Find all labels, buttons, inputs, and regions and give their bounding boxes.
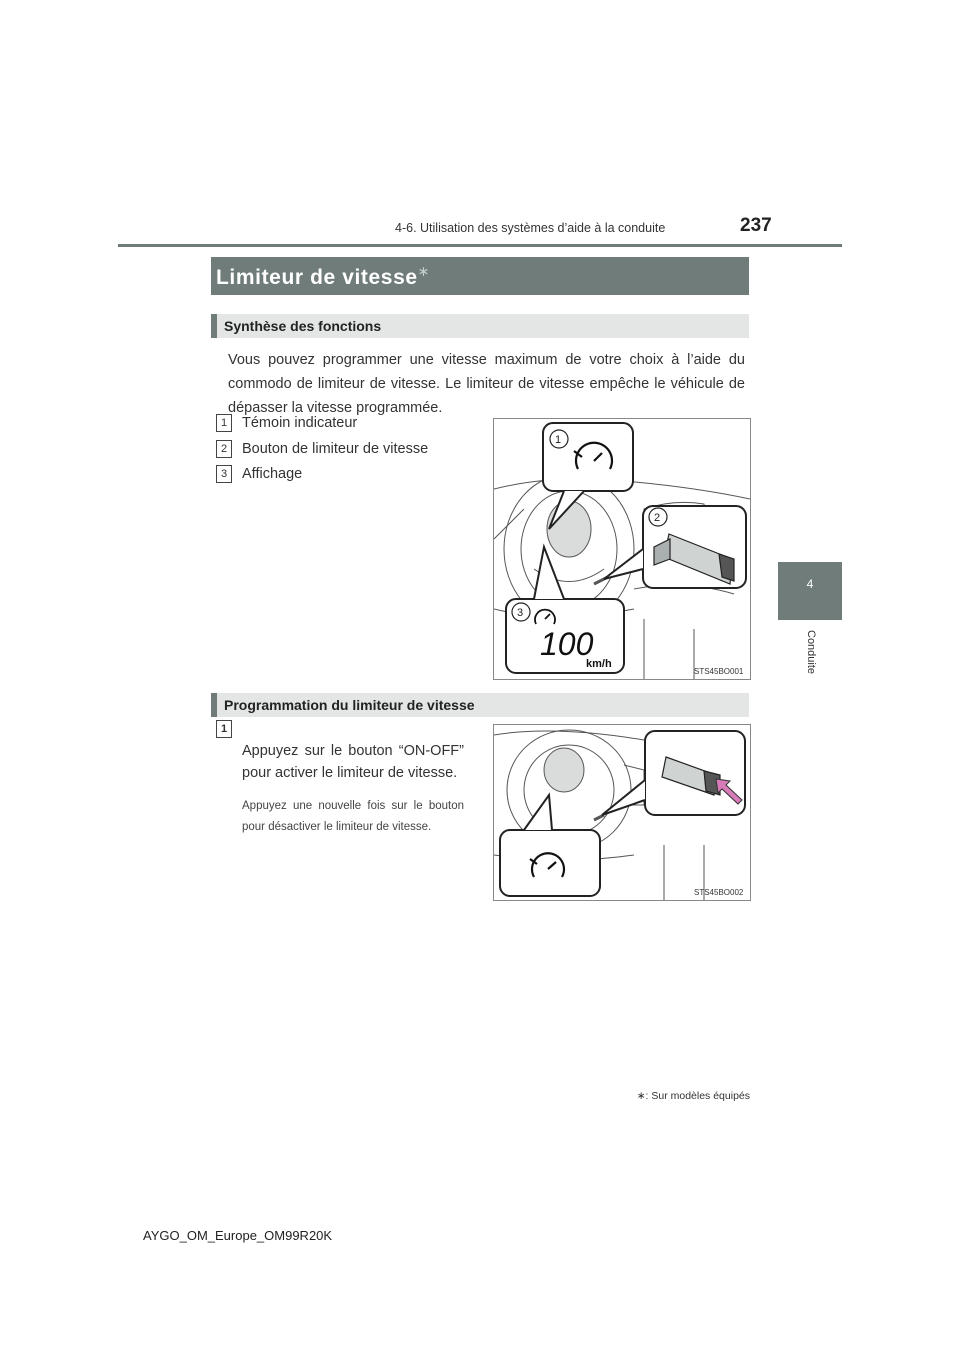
section-heading-synthese bbox=[211, 314, 749, 338]
figure-on-off-button bbox=[493, 724, 751, 901]
step-marker bbox=[216, 720, 242, 738]
list-item bbox=[216, 440, 428, 458]
chapter-label: Conduite bbox=[805, 630, 817, 675]
step-note: Appuyez une nouvelle fois sur le bouton pour désactiver le limiteur de vitesse. bbox=[242, 800, 464, 833]
footnote-text: : Sur modèles équipés bbox=[645, 1090, 750, 1102]
footnote-asterisk: ∗ bbox=[636, 1090, 646, 1102]
running-header: 4-6. Utilisation des systèmes d’aide à la conduite bbox=[395, 221, 666, 235]
figure-speed-limiter-overview bbox=[493, 418, 751, 680]
list-item bbox=[216, 465, 302, 483]
step-text: Appuyez sur le bouton “ON-OFF” pour activer le limiteur de vitesse. bbox=[242, 743, 464, 781]
dashboard-illustration bbox=[494, 419, 750, 679]
section-heading-programmation bbox=[211, 693, 749, 717]
document-id: AYGO_OM_Europe_OM99R20K bbox=[143, 1228, 333, 1243]
section-heading-text: Programmation du limiteur de vitesse bbox=[224, 697, 475, 713]
page-number: 237 bbox=[740, 215, 772, 236]
display-speed: 100 bbox=[540, 626, 594, 662]
list-item bbox=[216, 414, 357, 432]
item-label: Affichage bbox=[242, 465, 303, 482]
item-number: 2 bbox=[216, 440, 232, 458]
on-off-illustration bbox=[494, 725, 750, 900]
title-asterisk: ∗ bbox=[417, 263, 430, 279]
figure-code: STS45BO001 bbox=[694, 667, 744, 676]
callout-1: 1 bbox=[555, 434, 562, 446]
item-number: 1 bbox=[216, 414, 232, 432]
header-rule bbox=[118, 244, 842, 247]
chapter-tab: 4 bbox=[778, 562, 842, 620]
section-heading-text: Synthèse des fonctions bbox=[224, 318, 382, 334]
step-number: 1 bbox=[216, 720, 232, 738]
callout-3: 3 bbox=[517, 607, 524, 619]
intro-paragraph: Vous pouvez programmer une vitesse maximum de votre choix à l’aide du commodo de limiteur de vitesse. Le limiteur de vitesse empêche le véhicule de dépasser la vitesse programmée. bbox=[228, 352, 745, 416]
item-number: 3 bbox=[216, 465, 232, 483]
item-label: Bouton de limiteur de vitesse bbox=[242, 440, 429, 457]
title-text: Limiteur de vitesse bbox=[216, 266, 418, 289]
footnote bbox=[620, 1090, 750, 1102]
figure-code: STS45BO002 bbox=[694, 888, 744, 897]
callout-2: 2 bbox=[654, 512, 661, 524]
display-unit: km/h bbox=[586, 658, 612, 670]
item-label: Témoin indicateur bbox=[242, 414, 358, 431]
page-title bbox=[216, 263, 430, 290]
